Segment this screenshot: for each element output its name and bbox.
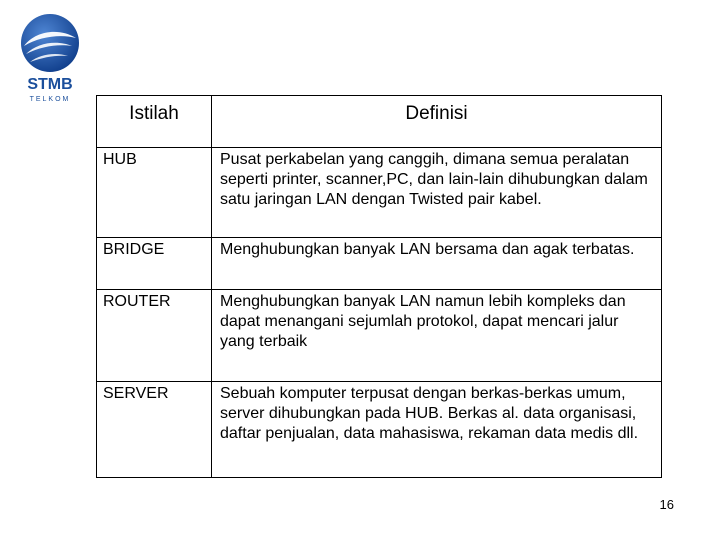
header-definisi: Definisi — [212, 96, 662, 148]
page-number: 16 — [659, 497, 674, 512]
logo-subtitle: TELKOM — [29, 96, 71, 103]
terms-table — [96, 95, 662, 478]
definition-cell: Menghubungkan banyak LAN bersama dan agak terbatas. — [212, 238, 662, 290]
definition-cell: Sebuah komputer terpusat dengan berkas-berkas umum, server dihubungkan pada HUB. Berkas al. data organisasi, daftar penjualan, data mahasiswa, rekaman data medis dll. — [212, 382, 662, 478]
definition-cell: Pusat perkabelan yang canggih, dimana semua peralatan seperti printer, scanner,PC, dan lain-lain dihubungkan dalam satu jaringan LAN dengan Twisted pair kabel. — [212, 148, 662, 238]
term-cell: HUB — [97, 148, 212, 238]
definition-cell: Menghubungkan banyak LAN namun lebih kompleks dan dapat menangani sejumlah protokol, dapat mencari jalur yang terbaik — [212, 290, 662, 382]
table-row — [97, 290, 662, 382]
logo-name: STMB — [27, 76, 73, 93]
table-row — [97, 382, 662, 478]
header-istilah: Istilah — [97, 96, 212, 148]
term-cell: ROUTER — [97, 290, 212, 382]
table-header-row — [97, 96, 662, 148]
stmb-telkom-logo — [14, 12, 86, 104]
table-row — [97, 148, 662, 238]
table-row — [97, 238, 662, 290]
term-cell: SERVER — [97, 382, 212, 478]
term-cell: BRIDGE — [97, 238, 212, 290]
